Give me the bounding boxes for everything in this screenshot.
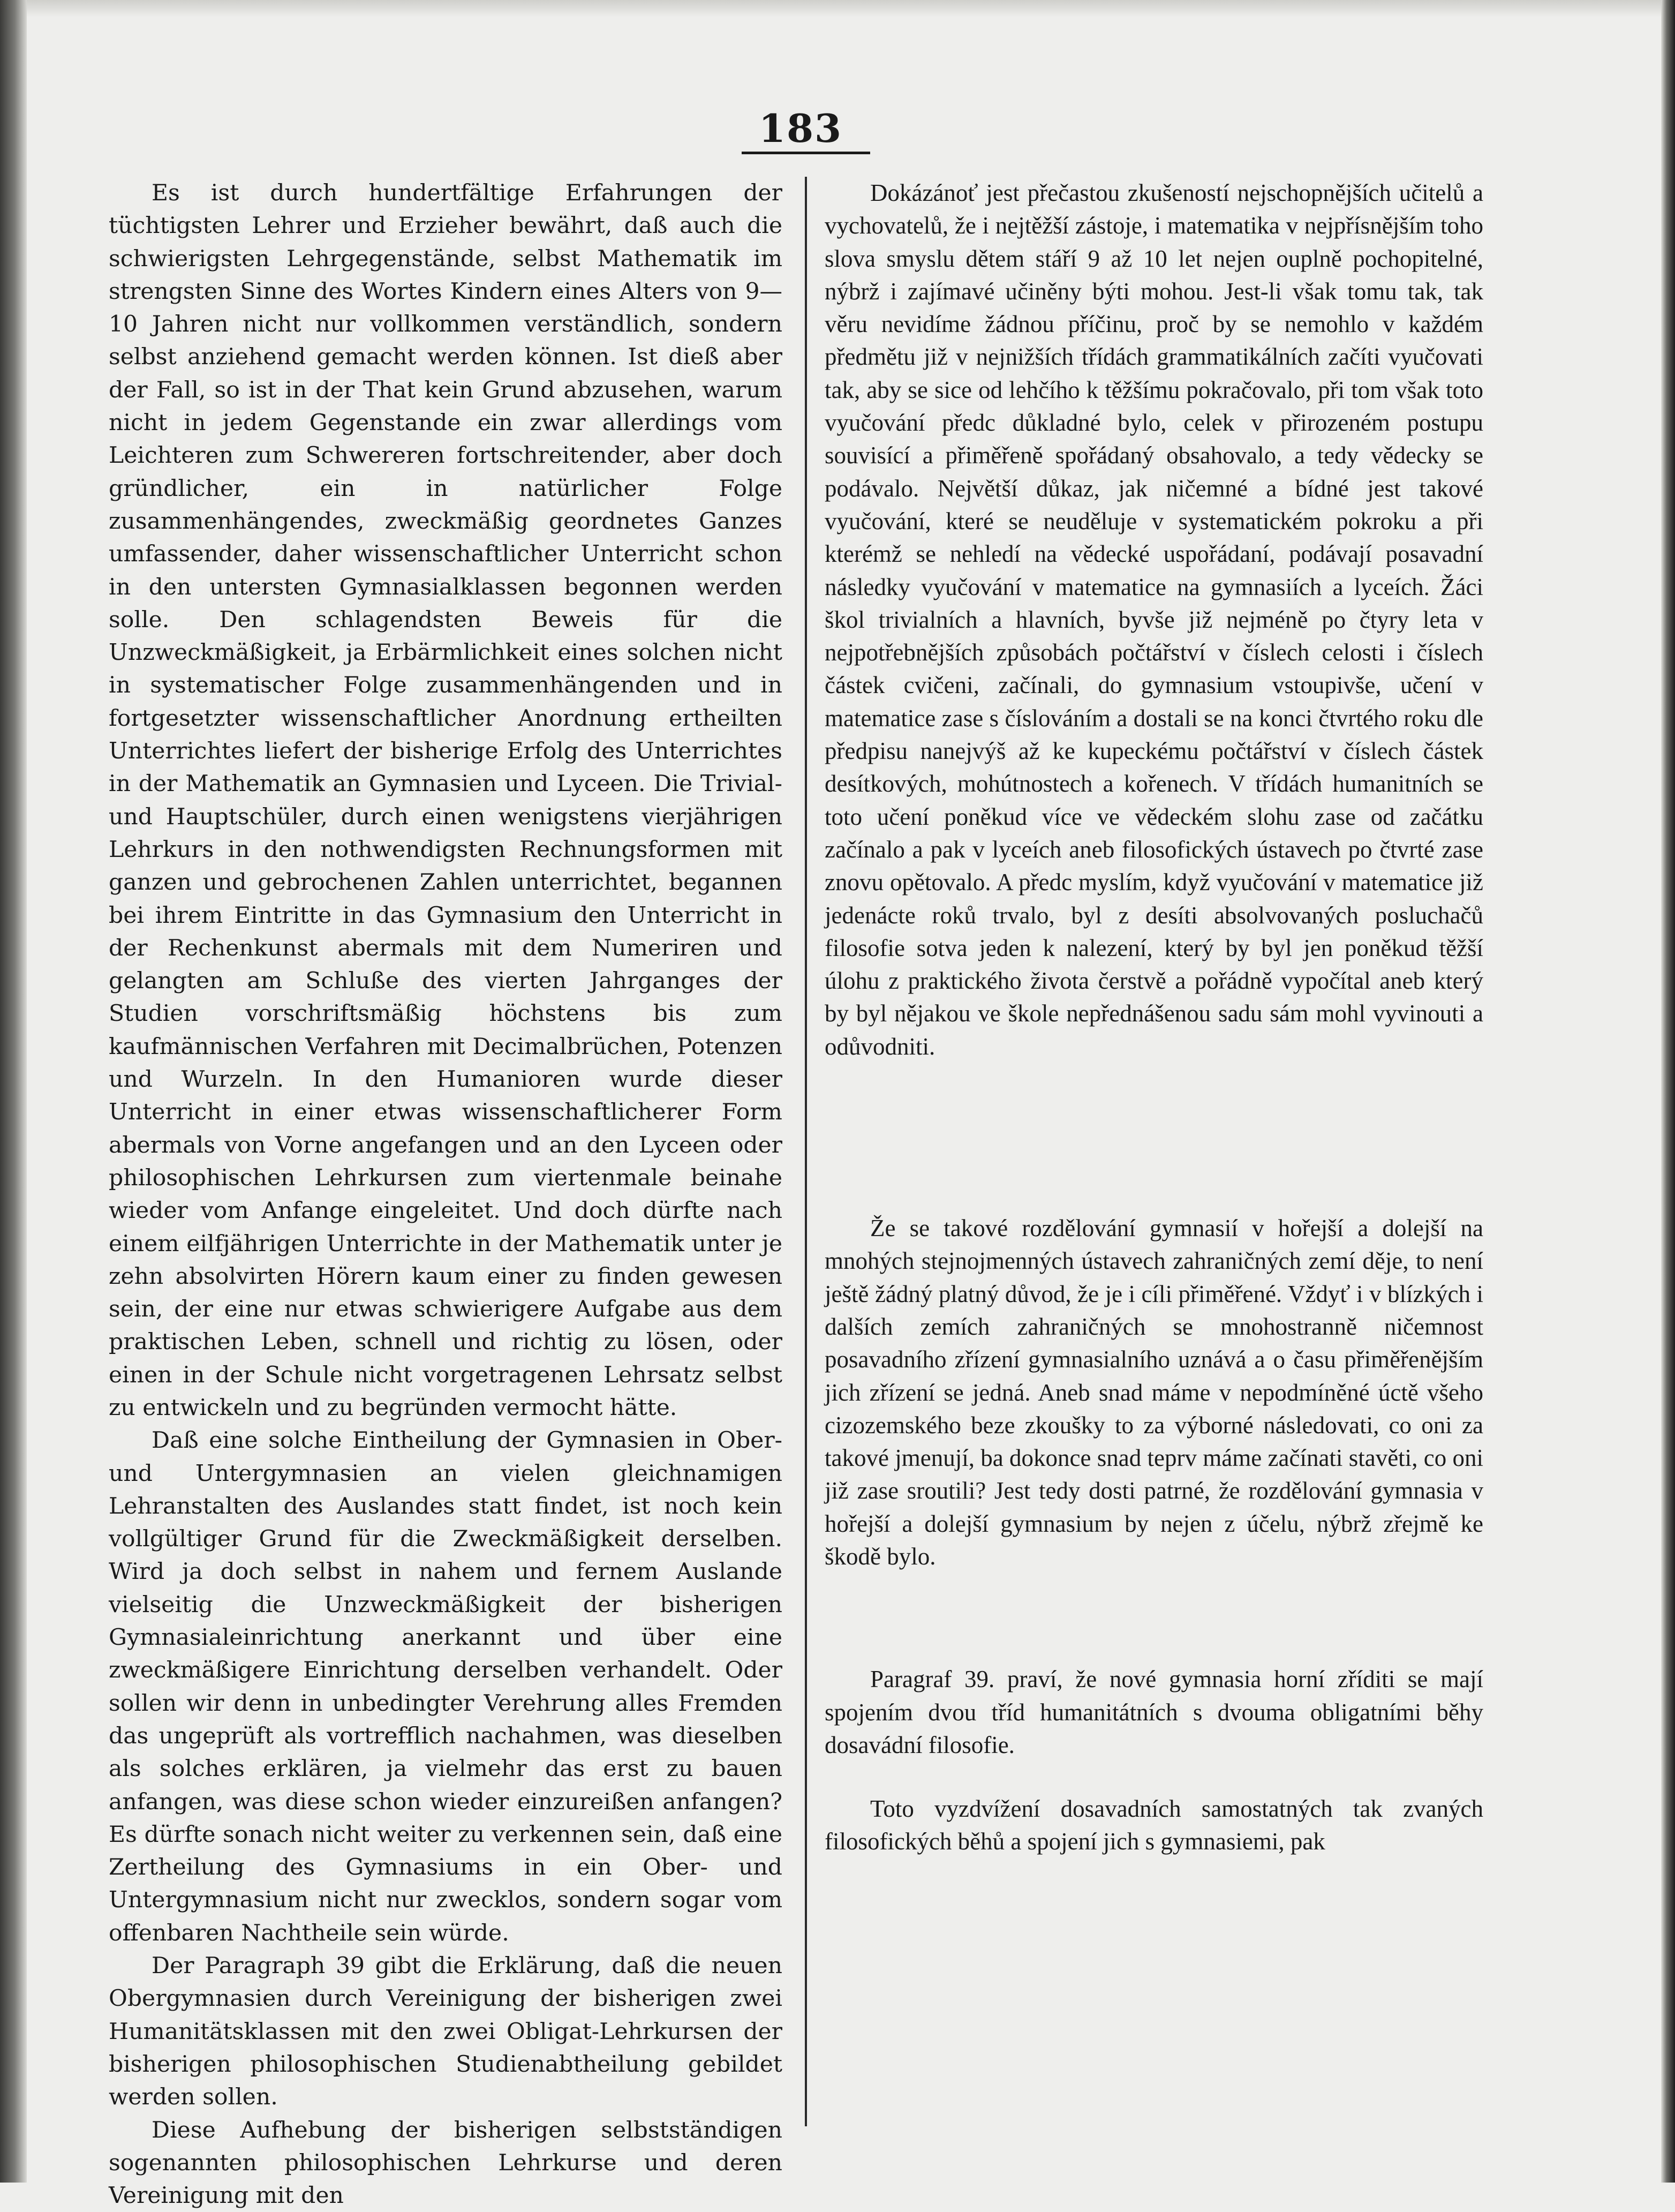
page-number: 183 xyxy=(758,106,843,151)
german-column xyxy=(109,177,782,2209)
column-divider xyxy=(805,177,807,2126)
page-number-rule xyxy=(742,152,870,154)
czech-blank-space-3 xyxy=(825,1762,1483,1793)
czech-paragraph-2: Že se takové rozdělování gymnasií v hořejší a dolejší na mnohých stejnojmenných ústavech zahraničných zemí děje, to není ještě žádný platný důvod, že je i cíli přiměřené. Vždyť i v blízkých i dalších zemích zahraničných se mnohostranně ničemnost posavadního zřízení gymnasialního uznává a o času přiměřenějším jich zřízení se jedná. Aneb snad máme v nepodmíněné úctě všeho cizozemského beze zkoušky to za výborné následovati, co oni za takové jmenují, ba dokonce snad teprv máme začínati stavěti, co oni již zase sroutili? Jest tedy dosti patrné, že rozdělování gymnasia v hořejší a dolejší gymnasium by nejen z účelu, nýbrž zřejmě ke škodě bylo. xyxy=(825,1215,1483,1570)
page-right-edge xyxy=(1661,0,1675,2183)
czech-column xyxy=(825,177,1483,2158)
german-paragraph-4: Diese Aufhebung der bisherigen selbstständigen sogenannten philosophischen Lehrkurse und deren Vereinigung mit den xyxy=(109,2117,782,2209)
czech-blank-space-1 xyxy=(825,1063,1483,1212)
czech-paragraph-4: Toto vyzdvížení dosavadních samostatných tak zvaných filosofických běhů a spojení jich s gymnasiemi, pak xyxy=(825,1795,1483,1855)
czech-blank-space-2 xyxy=(825,1573,1483,1663)
czech-paragraph-3: Paragraf 39. praví, že nové gymnasia horní zříditi se mají spojením dvou tříd humanitátních s dvouma obligatními běhy dosavádní filosofie. xyxy=(825,1666,1483,1758)
page-top-edge xyxy=(0,0,1675,17)
german-paragraph-2: Daß eine solche Eintheilung der Gymnasien in Ober- und Untergymnasien an vielen gleichnamigen Lehranstalten des Auslandes statt findet, ist noch kein vollgültiger Grund für die Zweckmäßigkeit derselben. Wird ja doch selbst in nahem und fernem Auslande vielseitig die Unzweckmäßigkeit der bisherigen Gymnasialeinrichtung anerkannt und über eine zweckmäßigere Einrichtung derselben verhandelt. Oder sollen wir denn in unbedingter Verehrung alles Fremden das ungeprüft als vortrefflich nachahmen, was dieselben als solches erklären, ja vielmehr das erst zu bauen anfangen, was diese schon wieder einzureißen anfangen? Es dürfte sonach nicht weiter zu verkennen sein, daß eine Zertheilung des Gymnasiums in ein Ober- und Untergymnasium nicht nur zwecklos, sondern sogar vom offenbaren Nachtheile sein würde. xyxy=(109,1427,782,1946)
page-left-edge xyxy=(0,0,27,2183)
german-paragraph-3: Der Paragraph 39 gibt die Erklärung, daß die neuen Obergymnasien durch Vereinigung der bisherigen zwei Humanitätsklassen mit den zwei Obligat-Lehrkursen der bisherigen philosophischen Studienabtheilung gebildet werden sollen. xyxy=(109,1953,782,2111)
czech-paragraph-1: Dokázánoť jest přečastou zkušeností nejschopnějších učitelů a vychovatelů, že i nejtěžší zástoje, i matematika v nejpřísnějším toho slova smyslu dětem stáří 9 až 10 let nejen ouplně pochopitelné, nýbrž i zajímavé učiněny býti mohou. Jest-li však tomu tak, tak věru nevidíme žádnou příčinu, proč by se nemohlo v každém předmětu již v nejnižších třídách grammatikálních začíti vyučovati tak, aby se sice od lehčího k těžšímu pokračovalo, při tom však toto vyučování předc důkladné bylo, celek v přirozeném postupu souvisící a přiměřeně spořádaný obsahovalo, a tedy vědecky se podávalo. Největší důkaz, jak ničemné a bídné jest takové vyučování, které se neuděluje v systematickém pokroku a při kterémž se nehledí na vědecké uspořádaní, podávají posavadní následky vyučování v matematice na gymnasiích a lyceích. Žáci škol trivialních a hlavních, byvše již nejméně po čtyry leta v nejpotřebnějších způsobách počtářství v číslech celosti i číslech částek cvičeni, začínali, do gymnasium vstoupivše, učení v matematice zase s číslováním a dostali se na konci čtvrtého roku dle předpisu nanejvýš až ke kupeckému počtářství v číslech částek desítkových, mohútnostech a kořenech. V třídách humanitních se toto učení poněkud více ve vědeckém slohu zase od začátku začínalo a pak v lyceích aneb filosofických ústavech po čtvrté zase znovu opětovalo. A předc myslím, když vyučování v matematice již jedenácte roků trvalo, byl z desíti absolvovaných posluchačů filosofie sotva jeden k nalezení, který by byl jen poněkud těžší úlohu z praktického života čerstvě a pořádně vypočítal aneb který by byl nějakou ve škole nepřednášenou sadu sám mohl vyvinouti a odůvodniti. xyxy=(825,179,1483,1060)
german-paragraph-1: Es ist durch hundertfältige Erfahrungen der tüchtigsten Lehrer und Erzieher bewährt, daß auch die schwierigsten Lehrgegenstände, selbst Mathematik im strengsten Sinne des Wortes Kindern eines Alters von 9—10 Jahren nicht nur vollkommen verständlich, sondern selbst anziehend gemacht werden können. Ist dieß aber der Fall, so ist in der That kein Grund abzusehen, warum nicht in jedem Gegenstande ein zwar allerdings vom Leichteren zum Schwereren fortschreitender, aber doch gründlicher, ein in natürlicher Folge zusammenhängendes, zweckmäßig geordnetes Ganzes umfassender, daher wissenschaftlicher Unterricht schon in den untersten Gymnasialklassen begonnen werden solle. Den schlagendsten Beweis für die Unzweckmäßigkeit, ja Erbärmlichkeit eines solchen nicht in systematischer Folge zusammenhängenden und in fortgesetzter wissenschaftlicher Anordnung ertheilten Unterrichtes liefert der bisherige Erfolg des Unterrichtes in der Mathematik an Gymnasien und Lyceen. Die Trivial- und Hauptschüler, durch einen wenigstens vierjährigen Lehrkurs in den nothwendigsten Rechnungsformen mit ganzen und gebrochenen Zahlen unterrichtet, begannen bei ihrem Eintritte in das Gymnasium den Unterricht in der Rechenkunst abermals mit dem Numeriren und gelangten am Schluße des vierten Jahrganges der Studien vorschriftsmäßig höchstens bis zum kaufmännischen Verfahren mit Decimalbrüchen, Potenzen und Wurzeln. In den Humanioren wurde dieser Unterricht in einer etwas wissenschaftlicherer Form abermals von Vorne angefangen und an den Lyceen oder philosophischen Lehrkursen zum viertenmale beinahe wieder vom Anfange eingeleitet. Und doch dürfte nach einem eilfjährigen Unterrichte in der Mathematik unter je zehn absolvirten Hörern kaum einer zu finden gewesen sein, der eine nur etwas schwierigere Aufgabe aus dem praktischen Leben, schnell und richtig zu lösen, oder einen in der Schule nicht vorgetragenen Lehrsatz selbst zu entwickeln und zu begründen vermocht hätte. xyxy=(109,180,782,1421)
